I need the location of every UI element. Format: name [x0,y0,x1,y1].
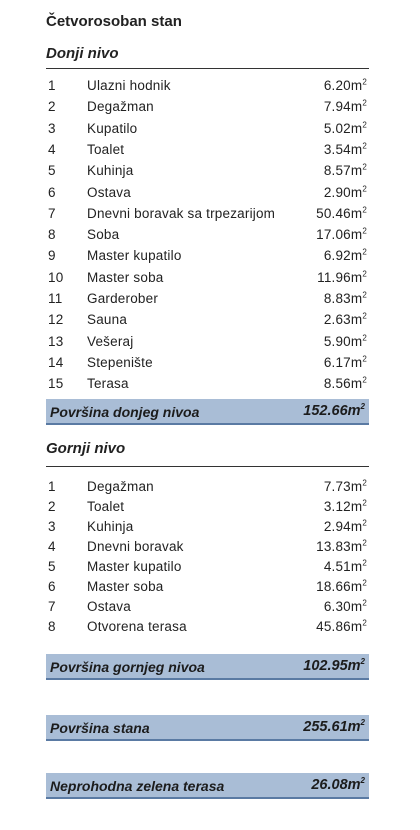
room-name: Toalet [87,141,125,157]
table-row [46,163,369,183]
room-name: Ostava [87,184,131,200]
lower-level-total-value: $152.66m^2$ [303,402,365,419]
room-name: Ostava [87,599,131,614]
room-name: Kuhinja [87,163,134,179]
room-name: Dnevni boravak [87,539,184,554]
page-title: Četvorosoban stan [46,13,182,30]
row-number: 1 [48,479,56,494]
room-name: Stepenište [87,354,153,370]
room-name: Toalet [87,499,125,514]
table-row [46,376,369,396]
row-number: 1 [48,78,56,93]
apartment-total-label: Površina stana [50,720,150,736]
table-row [46,185,369,205]
room-area: $7.73m^2$ [323,478,367,494]
lower-level-heading: Donji nivo [46,45,119,62]
row-number: 7 [48,205,56,221]
room-name: Sauna [87,312,128,328]
table-row [46,499,369,519]
table-row [46,312,369,332]
table-row [46,270,369,290]
row-number: 4 [48,141,56,157]
room-name: Terasa [87,376,129,392]
room-area: $3.54m^2$ [323,141,367,157]
room-area: $5.02m^2$ [323,120,367,136]
room-area: $6.17m^2$ [323,354,367,370]
upper-level-heading: Gornji nivo [46,440,126,457]
room-area: $2.63m^2$ [323,311,367,328]
upper-level-total-label: Površina gornjeg nivoa [50,659,205,675]
room-name: Master kupatilo [87,559,182,574]
table-row [46,519,369,539]
row-number: 8 [48,619,56,634]
room-area: $6.30m^2$ [323,598,367,614]
row-number: 15 [48,376,64,392]
room-area: $7.94m^2$ [323,98,367,115]
table-row [46,599,369,619]
table-row [46,121,369,141]
room-name: Otvorena terasa [87,619,187,634]
row-number: 5 [48,559,56,574]
room-area: $5.90m^2$ [323,333,367,349]
row-number: 4 [48,539,56,554]
row-number: 2 [48,499,56,514]
room-area: $6.20m^2$ [323,77,367,93]
room-area: $6.92m^2$ [323,247,367,264]
room-name: Degažman [87,99,154,115]
green-terrace-label: Neprohodna zelena terasa [50,778,225,794]
upper-level-rule [46,466,369,467]
room-name: Master soba [87,269,164,285]
room-area: $8.57m^2$ [323,162,367,179]
row-number: 14 [48,354,64,370]
room-area: $4.51m^2$ [323,558,367,574]
table-row [46,619,369,639]
lower-level-rule [46,68,369,69]
room-name: Master soba [87,579,164,594]
upper-level-total-value: $102.95m^2$ [303,657,365,674]
room-area: $2.94m^2$ [323,518,367,534]
table-row [46,78,369,98]
room-area: $17.06m^2$ [316,226,367,243]
table-row [46,479,369,499]
row-number: 5 [48,163,56,179]
room-name: Dnevni boravak sa trpezarijom [87,205,276,221]
row-number: 6 [48,579,56,594]
row-number: 7 [48,599,56,614]
row-number: 12 [48,312,64,328]
room-name: Ulazni hodnik [87,78,171,93]
row-number: 3 [48,519,56,534]
room-name: Vešeraj [87,333,134,349]
table-row [46,248,369,268]
apartment-total-bar [46,715,369,741]
row-number: 11 [48,291,63,306]
row-number: 9 [48,248,56,264]
room-area: $50.46m^2$ [316,205,367,221]
room-name: Garderober [87,291,159,306]
room-area: $3.12m^2$ [323,498,367,514]
row-number: 8 [48,227,56,243]
room-area: $8.56m^2$ [323,375,367,392]
table-row [46,334,369,354]
table-row [46,227,369,247]
room-name: Kuhinja [87,519,134,534]
room-name: Master kupatilo [87,248,182,264]
room-area: $8.83m^2$ [323,290,367,306]
row-number: 13 [48,333,64,349]
table-row [46,142,369,162]
row-number: 6 [48,184,56,200]
table-row [46,291,369,311]
room-name: Degažman [87,479,154,494]
table-row [46,99,369,119]
room-area: $11.96m^2$ [317,269,367,285]
lower-level-total-bar [46,399,369,425]
green-terrace-bar [46,773,369,799]
room-area: $45.86m^2$ [316,618,367,634]
room-area: $18.66m^2$ [316,578,367,594]
table-row [46,559,369,579]
room-area: $2.90m^2$ [323,184,367,200]
room-name: Soba [87,227,120,243]
room-name: Kupatilo [87,120,138,136]
row-number: 3 [48,120,56,136]
row-number: 2 [48,99,56,115]
lower-level-total-label: Površina donjeg nivoa [50,404,200,420]
table-row [46,206,369,226]
row-number: 10 [48,269,64,285]
table-row [46,355,369,375]
green-terrace-value: $26.08m^2$ [311,776,365,793]
room-area: $13.83m^2$ [316,538,367,554]
upper-level-total-bar [46,654,369,680]
table-row [46,579,369,599]
apartment-total-value: $255.61m^2$ [303,718,365,735]
table-row [46,539,369,559]
